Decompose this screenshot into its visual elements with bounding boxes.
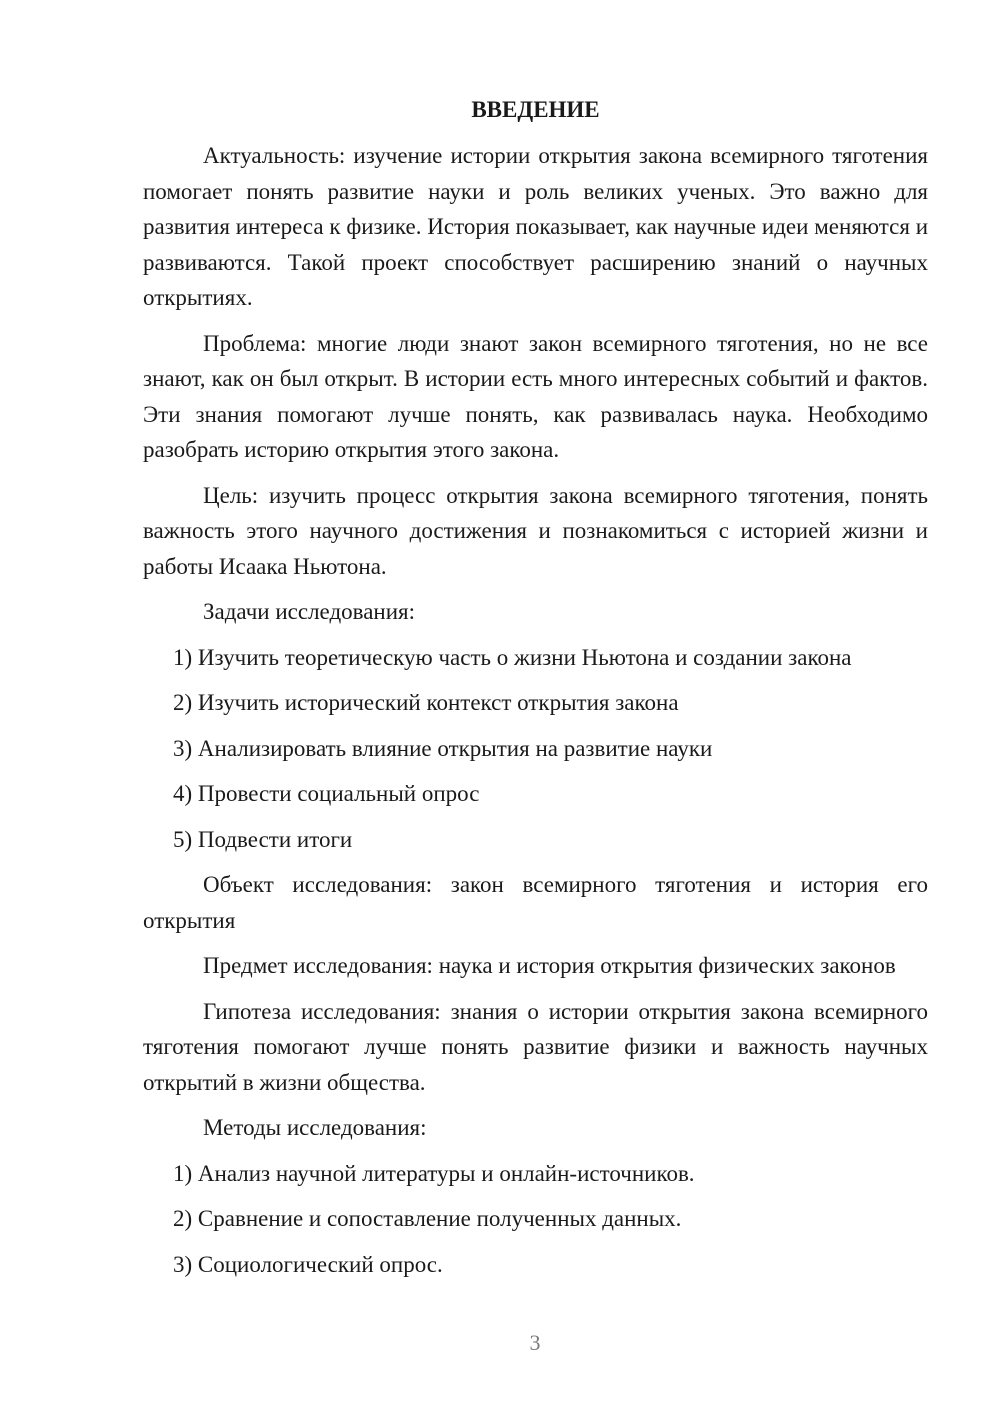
- page-content: [143, 90, 928, 1292]
- methods-list: [143, 1156, 928, 1283]
- list-item: 1) Анализ научной литературы и онлайн-источников.: [173, 1160, 695, 1186]
- tasks-heading: Задачи исследования:: [203, 599, 416, 624]
- paragraph-problem: Проблема: многие люди знают закон всемирного тяготения, но не все знают, как он был открыт. В истории есть много интересных событий и фактов. Эти знания помогают лучше понять, как развивалась наука. Необходимо разобрать историю открытия этого закона.: [143, 330, 928, 462]
- list-item: 3) Социологический опрос.: [173, 1251, 443, 1277]
- list-item: 2) Сравнение и сопоставление полученных данных.: [173, 1206, 682, 1231]
- paragraph-subject: Предмет исследования: наука и история открытия физических законов: [203, 953, 896, 978]
- list-item: 2) Изучить исторический контекст открытия закона: [173, 690, 679, 715]
- list-item: 5) Подвести итоги: [173, 826, 353, 852]
- paragraph-goal: Цель: изучить процесс открытия закона всемирного тяготения, понять важность этого научного достижения и познакомиться с историей жизни и работы Исаака Ньютона.: [143, 482, 928, 579]
- paragraph-relevance: Актуальность: изучение истории открытия закона всемирного тяготения помогает понять развитие науки и роль великих ученых. Это важно для развития интереса к физике. История показывает, как научные идеи меняются и развиваются. Такой проект способствует расширению знаний о научных открытиях.: [143, 143, 928, 310]
- list-item: 1) Изучить теоретическую часть о жизни Ньютона и создании закона: [173, 644, 852, 670]
- tasks-list: [143, 640, 928, 858]
- methods-heading: Методы исследования:: [203, 1115, 427, 1140]
- list-item: 3) Анализировать влияние открытия на развитие науки: [173, 735, 713, 761]
- list-item: 4) Провести социальный опрос: [173, 781, 480, 806]
- paragraph-hypothesis: Гипотеза исследования: знания о истории открытия закона всемирного тяготения помогают лучше понять развитие физики и важность научных открытий в жизни общества.: [143, 998, 928, 1095]
- paragraph-object: Объект исследования: закон всемирного тяготения и история его открытия: [143, 872, 928, 933]
- section-title: ВВЕДЕНИЕ: [471, 97, 600, 122]
- page-number: 3: [529, 1330, 541, 1355]
